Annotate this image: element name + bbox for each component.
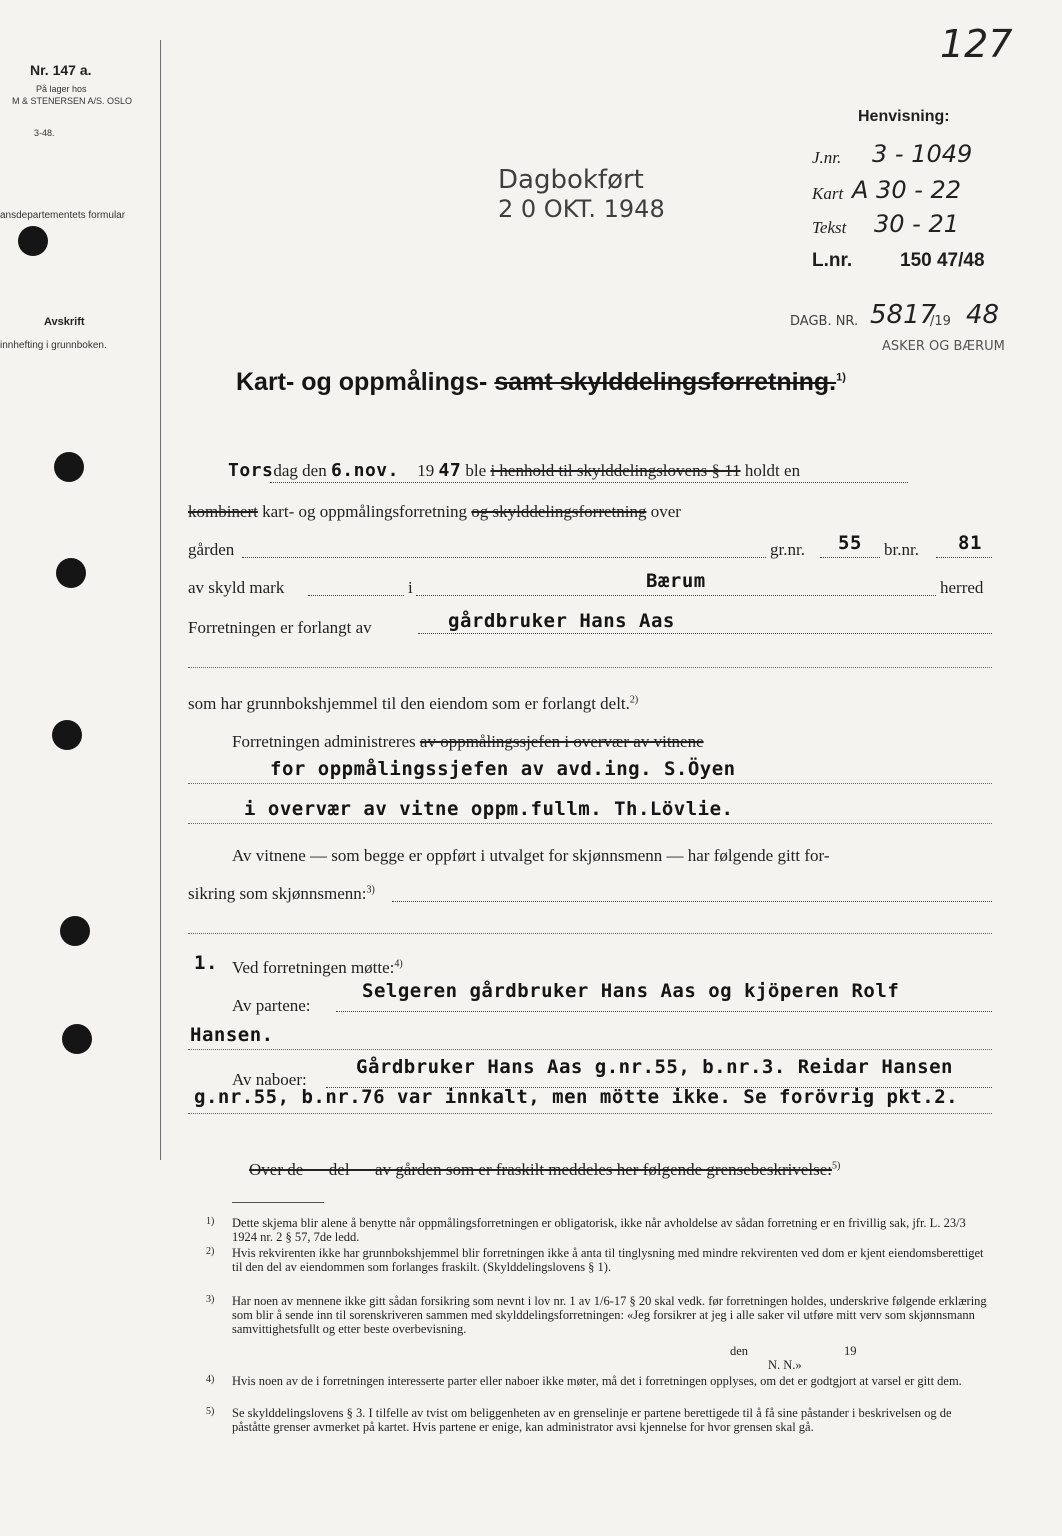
line-11 — [188, 884, 375, 904]
line-7 — [232, 732, 704, 752]
footnote-year: 19 — [844, 1344, 857, 1358]
footnote-mark: 2) — [206, 1246, 215, 1257]
fill-line — [188, 666, 992, 668]
administrator-line: for oppmålingssjefen av avd.ing. S.Öyen — [270, 758, 736, 780]
line-17 — [232, 1140, 840, 1200]
neighbours-label: Av naboer: — [232, 1070, 307, 1089]
dagb-nr-value: 5817 — [870, 300, 937, 330]
line-2-text-a: kart- og oppmålingsforretning — [262, 502, 468, 521]
footnote-text: Dette skjema blir alene å benytte når oppmålingsforretningen er obligatorisk, ikke når avholdelse av sådan forretning er en frivillig sak, jfr. L. 23/3 1924 nr. 2 § 57, 7de ledd. — [232, 1216, 966, 1244]
footnote-text: Hvis rekvirenten ikke har grunnbokshjemmel blir forretningen ikke å anta til tinglysning med mindre rekvirenten ved dom er kjent eiendomsberettiget til den del av eiendommen som forlanges fraskilt. (Skylddelingslovens § 1). — [232, 1246, 984, 1274]
gnr-value: 55 — [838, 532, 862, 554]
binder-hole — [52, 720, 82, 750]
line-11-note: 3) — [366, 884, 375, 896]
skyld-label: av skyld mark — [188, 578, 285, 597]
footnote-mark: 1) — [206, 1216, 215, 1227]
binder-hole — [18, 226, 48, 256]
title-part1: Kart- og oppmålings- — [236, 368, 488, 396]
dagbokfort-stamp-label: Dagbokført — [498, 165, 644, 195]
dagbokfort-stamp-date: 2 0 OKT. 1948 — [498, 195, 665, 223]
neighbours-line-2: g.nr.55, b.nr.76 var innkalt, men mötte ikke. Se forövrig pkt.2. — [194, 1086, 959, 1108]
fill-line — [308, 594, 404, 596]
dagb-office: ASKER OG BÆRUM — [882, 339, 1005, 354]
lnr-label: L.nr. — [812, 250, 853, 271]
kart-value: A 30 - 22 — [852, 176, 962, 204]
form-number: Nr. 147 a. — [30, 62, 92, 78]
lnr-value: 150 47/48 — [900, 250, 985, 271]
dagb-nr-year: 48 — [966, 300, 1000, 330]
line-17-struck: Over de del av gården som er fraskilt meddeles her følgende grensebeskrivelse: — [249, 1160, 832, 1179]
line-1-struck: i henhold til skylddelingslovens § 11 — [490, 461, 741, 480]
footnote-text: Se skylddelingslovens § 3. I tilfelle av tvist om beliggenheten av en grenselinje er partene berettigede til å få sine påstander i beskrivelsen og de påståtte grenser avmerket på kartet. Hvis partene er enige, kan administrator avsi kjennelse for hvor grensen skal gå. — [232, 1406, 952, 1434]
line-6-note: 2) — [629, 694, 639, 706]
line-12-note: 4) — [394, 958, 403, 970]
kart-label: Kart — [812, 184, 844, 203]
footnote-den: den — [730, 1344, 749, 1358]
line-11-text: sikring som skjønnsmenn: — [188, 884, 367, 903]
tekst-value: 30 - 21 — [874, 210, 959, 238]
jnr-value: 3 - 1049 — [872, 140, 973, 168]
fill-line — [416, 594, 936, 596]
line-1-text-d: holdt en — [744, 461, 801, 480]
footnote-separator — [232, 1202, 324, 1203]
fill-line — [188, 932, 992, 934]
footnote-mark: 3) — [206, 1294, 215, 1305]
publisher-line2: M & STENERSEN A/S. OSLO — [12, 96, 133, 106]
footnote-signature: N. N.» — [768, 1358, 802, 1372]
meeting-year: 47 — [438, 460, 462, 481]
parties-line-2: Hansen. — [190, 1024, 274, 1046]
fill-line — [418, 632, 992, 634]
henvisning-heading: Henvisning: — [858, 108, 950, 125]
line-7-struck: av oppmålingssjefen i overvær av vitnene — [419, 732, 704, 751]
binder-hole — [60, 916, 90, 946]
skyld-i: i — [408, 578, 413, 597]
title-struck: samt skylddelingsforretning. — [494, 368, 837, 396]
fill-line — [188, 822, 992, 824]
line-1-text-b: 19 — [417, 461, 435, 480]
footnote-text: Hvis noen av de i forretningen interesserte parter eller naboer ikke møter, må det i forretningen opplyses, om det er godtgjort at varsel er gitt dem. — [232, 1374, 962, 1388]
avskrift-label: Avskrift — [44, 316, 85, 328]
fill-line — [188, 1112, 992, 1114]
line-1 — [228, 460, 800, 481]
witness-line: i overvær av vitne oppm.fullm. Th.Lövlie. — [244, 798, 734, 820]
line-1-text-c: ble — [465, 461, 487, 480]
margin-rule — [160, 40, 161, 1160]
neighbours-line-1: Gårdbruker Hans Aas g.nr.55, b.nr.3. Reidar Hansen — [356, 1056, 953, 1078]
footnote-mark: 5) — [206, 1406, 215, 1417]
binder-hole — [62, 1024, 92, 1054]
fill-line — [392, 900, 992, 902]
jnr-label: J.nr. — [812, 148, 842, 167]
line-7-text: Forretningen administreres — [232, 732, 416, 751]
fill-line — [188, 782, 992, 784]
fill-line — [336, 1010, 992, 1012]
footnote-mark: 4) — [206, 1374, 215, 1385]
line-2-text-b: over — [650, 502, 681, 521]
fill-line — [242, 556, 766, 558]
footnote-text: Har noen av mennene ikke gitt sådan forsikring som nevnt i lov nr. 1 av 1/6-17 § 20 skal vedk. før forretningen holdes, underskrive følgende erklæring som blir å sende inn til sorenskriveren sammen med skylddelingsforretningen: «Jeg forsikrer at jeg i alle saker vil utføre mitt verv som skjønnsmann samvittighetsfullt og etter beste overbevisning. — [232, 1294, 987, 1336]
binder-hole — [56, 558, 86, 588]
line-17-note: 5) — [832, 1160, 841, 1172]
tekst-label: Tekst — [812, 218, 847, 237]
fill-line — [270, 481, 908, 483]
parties-label: Av partene: — [232, 996, 311, 1015]
form-title — [236, 368, 846, 397]
bnr-value: 81 — [958, 532, 982, 554]
weekday: Tors — [228, 460, 274, 481]
page-number: 127 — [940, 22, 1013, 66]
binder-hole — [54, 452, 84, 482]
line-2-struck-1: kombinert — [188, 502, 258, 521]
item-number: 1. — [194, 952, 218, 974]
department-form: ansdepartementets formular — [0, 210, 126, 221]
bnr-label: br.nr. — [884, 540, 919, 559]
title-note: 1) — [836, 371, 846, 384]
fill-line — [936, 556, 992, 558]
fill-line — [820, 556, 880, 558]
line-2-struck-2: og skylddelingsforretning — [471, 502, 647, 521]
gnr-label: gr.nr. — [770, 540, 805, 559]
forlangt-label: Forretningen er forlangt av — [188, 618, 372, 637]
garden-label: gården — [188, 540, 235, 559]
herred-label: herred — [940, 578, 984, 597]
parties-line-1: Selgeren gårdbruker Hans Aas og kjöperen Rolf — [362, 980, 900, 1002]
dagb-nr-suffix: /19 — [930, 314, 951, 329]
line-6 — [188, 694, 638, 714]
print-date: 3-48. — [34, 128, 55, 138]
line-12 — [232, 958, 403, 978]
publisher-line1: På lager hos — [36, 84, 87, 94]
herred-name: Bærum — [646, 570, 706, 592]
line-12-text: Ved forretningen møtte: — [232, 958, 395, 977]
meeting-date: 6.nov. — [330, 460, 399, 481]
innhefting-label: innhefting i grunnboken. — [0, 340, 107, 351]
dagb-nr-label: DAGB. NR. — [790, 314, 859, 329]
requester-name: gårdbruker Hans Aas — [448, 610, 675, 632]
line-6-text: som har grunnbokshjemmel til den eiendom som er forlangt delt. — [188, 694, 630, 713]
line-1-text-a: dag den — [273, 461, 327, 480]
line-10: Av vitnene — som begge er oppført i utvalget for skjønnsmenn — har følgende gitt for- — [232, 846, 830, 865]
fill-line — [188, 1048, 992, 1050]
line-2 — [188, 502, 681, 522]
